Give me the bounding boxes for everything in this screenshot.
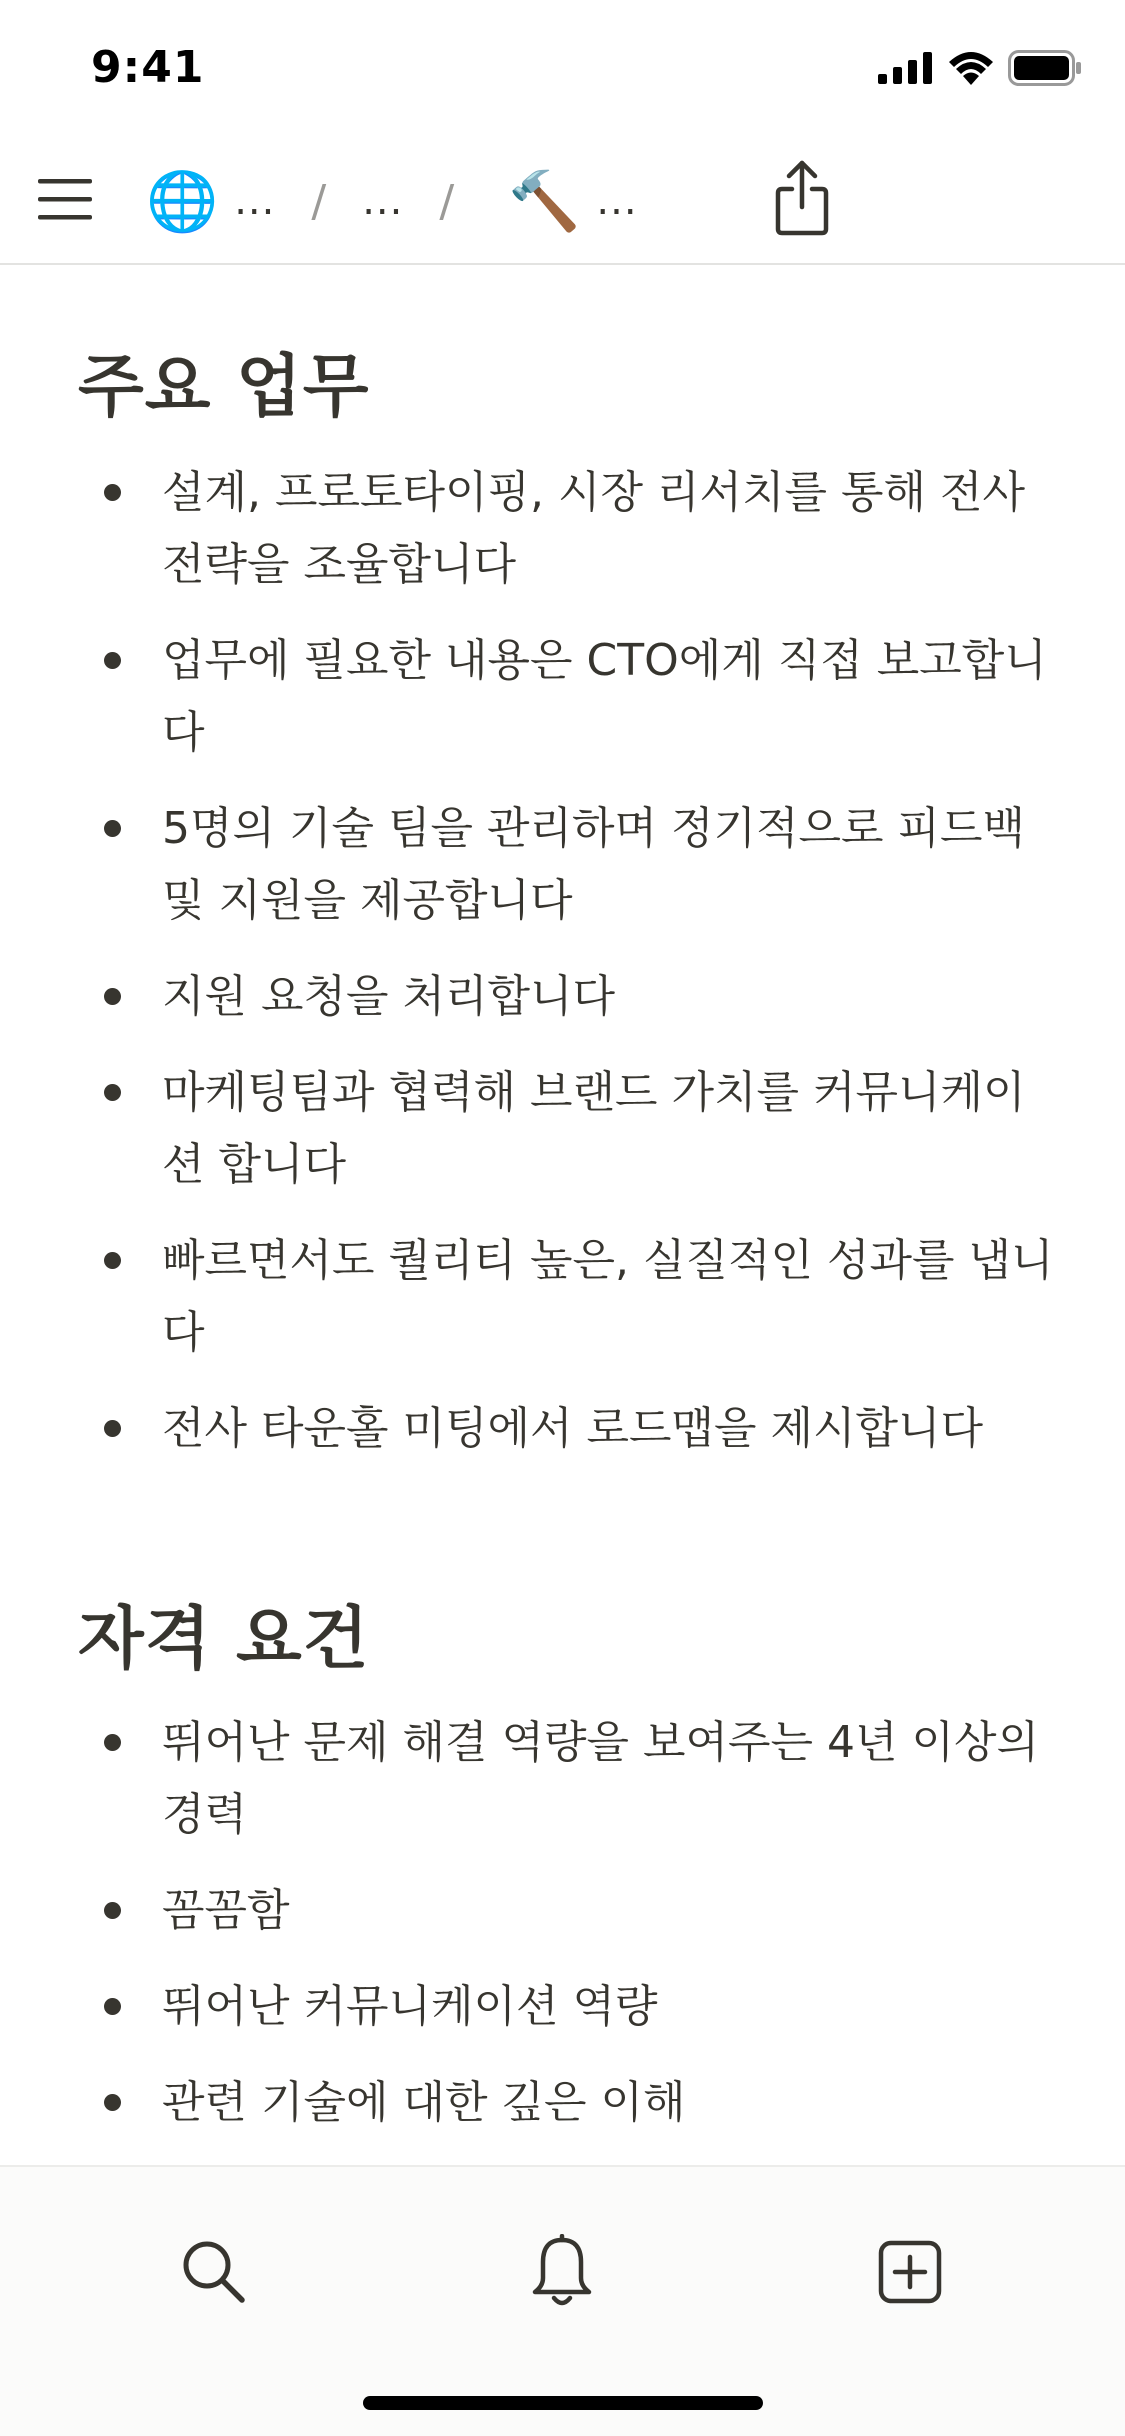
- breadcrumb: [146, 165, 638, 237]
- bullet-point: [104, 1902, 121, 1919]
- list-item-text: 빠르면서도 퀄리티 높은, 실질적인 성과를 냅니다: [162, 1235, 1054, 1358]
- list-item-text: 설계, 프로토타이핑, 시장 리서치를 통해 전사 전략을 조율합니다: [162, 467, 1025, 590]
- wifi-icon: [948, 51, 994, 85]
- nav-bar: [0, 135, 1125, 265]
- bullet-point: [104, 484, 121, 501]
- bullet-point: [104, 652, 121, 669]
- status-time: 9:41: [91, 42, 205, 93]
- globe-icon: 🌐: [146, 167, 219, 235]
- list-item-text: 관련 기술에 대한 깊은 이해: [162, 2077, 686, 2128]
- status-icons: [878, 50, 1082, 86]
- bullet-point: [104, 820, 121, 837]
- bullet-point: [104, 2094, 121, 2111]
- bullet-point: [104, 1084, 121, 1101]
- bullet-point: [104, 1998, 121, 2015]
- home-indicator: [363, 2396, 763, 2410]
- list-item-text: 지원 요청을 처리합니다: [162, 971, 616, 1022]
- section-heading-duties: 주요 업무: [78, 348, 370, 427]
- bullet-point: [104, 1252, 121, 1269]
- page-content: [0, 267, 1125, 2165]
- list-item-text: 뛰어난 커뮤니케이션 역량: [162, 1981, 658, 2032]
- bullet-point: [104, 988, 121, 1005]
- hammer-icon: 🔨: [508, 167, 581, 235]
- battery-icon: [1008, 50, 1082, 86]
- list-item-text: 전사 타운홀 미팅에서 로드맵을 제시합니다: [162, 1403, 984, 1454]
- breadcrumb-separator: /: [439, 175, 455, 227]
- list-item-text: 5명의 기술 팀을 관리하며 정기적으로 피드백 및 지원을 제공합니다: [162, 803, 1025, 926]
- list-item-text: 뛰어난 문제 해결 역량을 보여주는 4년 이상의 경력: [162, 1717, 1039, 1840]
- breadcrumb-item-3[interactable]: ...: [596, 178, 638, 224]
- list-item-text: 업무에 필요한 내용은 CTO에게 직접 보고합니다: [162, 635, 1047, 758]
- breadcrumb-item-1[interactable]: ...: [234, 178, 276, 224]
- hamburger-menu-icon[interactable]: [36, 175, 96, 225]
- add-page-icon[interactable]: [865, 2227, 955, 2317]
- share-icon[interactable]: [770, 157, 834, 237]
- cellular-signal-icon: [878, 52, 934, 84]
- status-bar: [0, 0, 1125, 135]
- list-item-text: 꼼꼼함: [162, 1885, 290, 1936]
- breadcrumb-item-2[interactable]: ...: [362, 178, 404, 224]
- breadcrumb-separator: /: [311, 175, 327, 227]
- section-heading-qualifications: 자격 요건: [78, 1600, 370, 1679]
- bullet-point: [104, 1734, 121, 1751]
- list-item-text: 마케팅팀과 협력해 브랜드 가치를 커뮤니케이션 합니다: [162, 1067, 1026, 1190]
- bell-icon[interactable]: [517, 2227, 607, 2317]
- bullet-point: [104, 1420, 121, 1437]
- search-icon[interactable]: [169, 2227, 259, 2317]
